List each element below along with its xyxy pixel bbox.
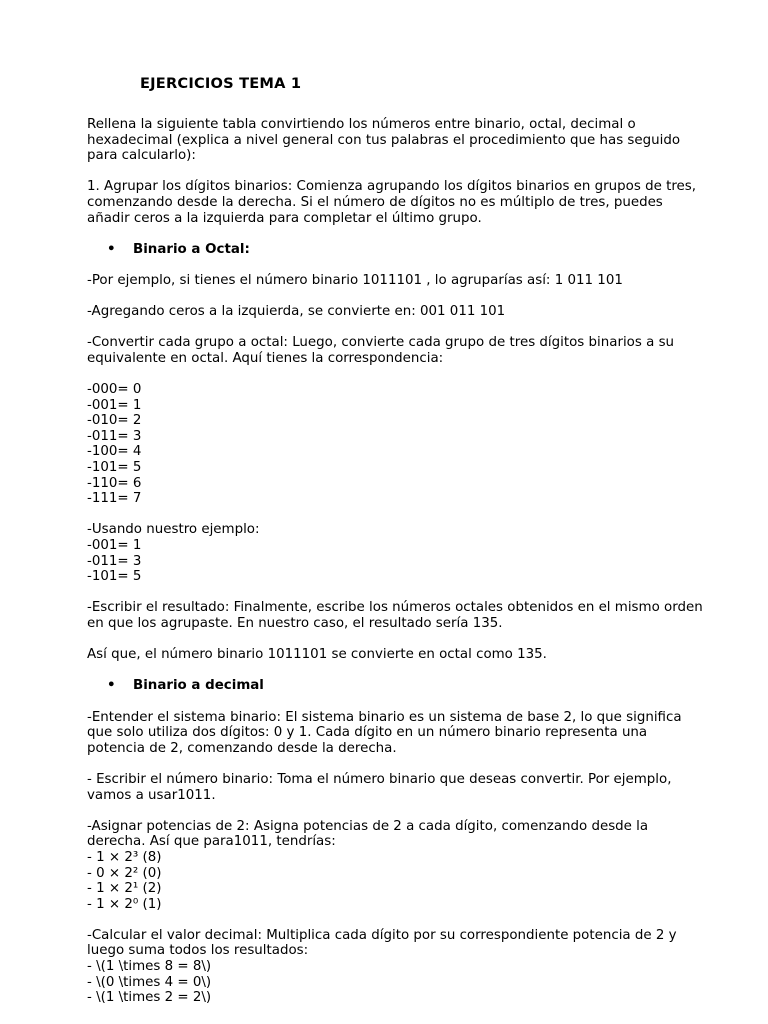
page-title: EJERCICIOS TEMA 1 (140, 75, 302, 92)
bullet-icon: • (107, 241, 116, 257)
octal-table-line: -110= 6 (87, 475, 142, 491)
octal-example-line: -001= 1 (87, 538, 142, 554)
decimal-calc-line: - \(1 \times 2 = 2\) (87, 990, 212, 1006)
octal-table-line: -000= 0 (87, 382, 142, 398)
octal-example-line: -011= 3 (87, 553, 142, 569)
decimal-calc-line: - \(0 \times 4 = 0\) (87, 974, 212, 990)
octal-convert: -Convertir cada grupo a octal: Luego, convierte cada grupo de tres dígitos binarios a su equivalente en octal. Aquí tienes la correspondencia: (87, 335, 675, 366)
decimal-power-line: - 1 × 2⁰ (1) (87, 896, 162, 912)
decimal-power-line: - 1 × 2¹ (2) (87, 881, 162, 897)
decimal-power-line: - 0 × 2² (0) (87, 865, 162, 881)
octal-table-line: -100= 4 (87, 444, 142, 460)
octal-example: -Por ejemplo, si tienes el número binario 1011101 , lo agruparías así: 1 011 101 (87, 272, 623, 288)
octal-conclusion: Así que, el número binario 1011101 se convierte en octal como 135. (87, 647, 547, 663)
octal-table-line: -001= 1 (87, 397, 142, 413)
octal-example-block (87, 522, 707, 584)
decimal-write-number: - Escribir el número binario: Toma el número binario que deseas convertir. Por ejemplo, vamos a usar1011. (87, 771, 672, 803)
octal-write-result: -Escribir el resultado: Finalmente, escribe los números octales obtenidos en el mismo orden en que los agrupaste. En nuestro caso, el resultado sería 135. (87, 600, 703, 631)
step1-paragraph: 1. Agrupar los dígitos binarios: Comienza agrupando los dígitos binarios en grupos de tres, comenzando desde la derecha. Si el número de dígitos no es múltiplo de tres, puedes añadir ceros a la izquierda para completar el último grupo. (87, 179, 697, 226)
decimal-understand: -Entender el sistema binario: El sistema binario es un sistema de base 2, lo que significa que solo utiliza dos dígitos: 0 y 1. Cada dígito en un número binario representa una potencia de 2, comenzando desde la derecha. (87, 709, 682, 756)
octal-table-line: -111= 7 (87, 491, 142, 507)
octal-table-line: -101= 5 (87, 460, 142, 476)
bullet-icon: • (107, 678, 116, 694)
decimal-calc-intro: -Calcular el valor decimal: Multiplica cada dígito por su correspondiente potencia de 2 y luego suma todos los resultados: (87, 927, 677, 959)
document-page (87, 75, 707, 1006)
decimal-calc-block (87, 928, 707, 1006)
decimal-power-line: - 1 × 2³ (8) (87, 849, 162, 865)
octal-example-line: -101= 5 (87, 569, 142, 585)
decimal-powers-block (87, 819, 707, 913)
octal-table-line: -010= 2 (87, 413, 142, 429)
octal-heading-text: Binario a Octal: (133, 241, 250, 257)
octal-table-line: -011= 3 (87, 428, 142, 444)
decimal-heading-text: Binario a decimal (133, 678, 264, 694)
decimal-calc-line: - \(1 \times 8 = 8\) (87, 959, 212, 975)
octal-example-label: -Usando nuestro ejemplo: (87, 522, 260, 538)
decimal-powers-intro: -Asignar potencias de 2: Asigna potencias de 2 a cada dígito, comenzando desde la derecha. Así que para1011, tendrías: (87, 818, 649, 850)
octal-zeros: -Agregando ceros a la izquierda, se convierte en: 001 011 101 (87, 304, 506, 320)
decimal-heading (87, 678, 707, 694)
octal-heading (87, 242, 707, 258)
intro-paragraph: Rellena la siguiente tabla convirtiendo los números entre binario, octal, decimal o hexadecimal (explica a nivel general con tus palabras el procedimiento que has seguido para calcularlo): (87, 117, 681, 164)
